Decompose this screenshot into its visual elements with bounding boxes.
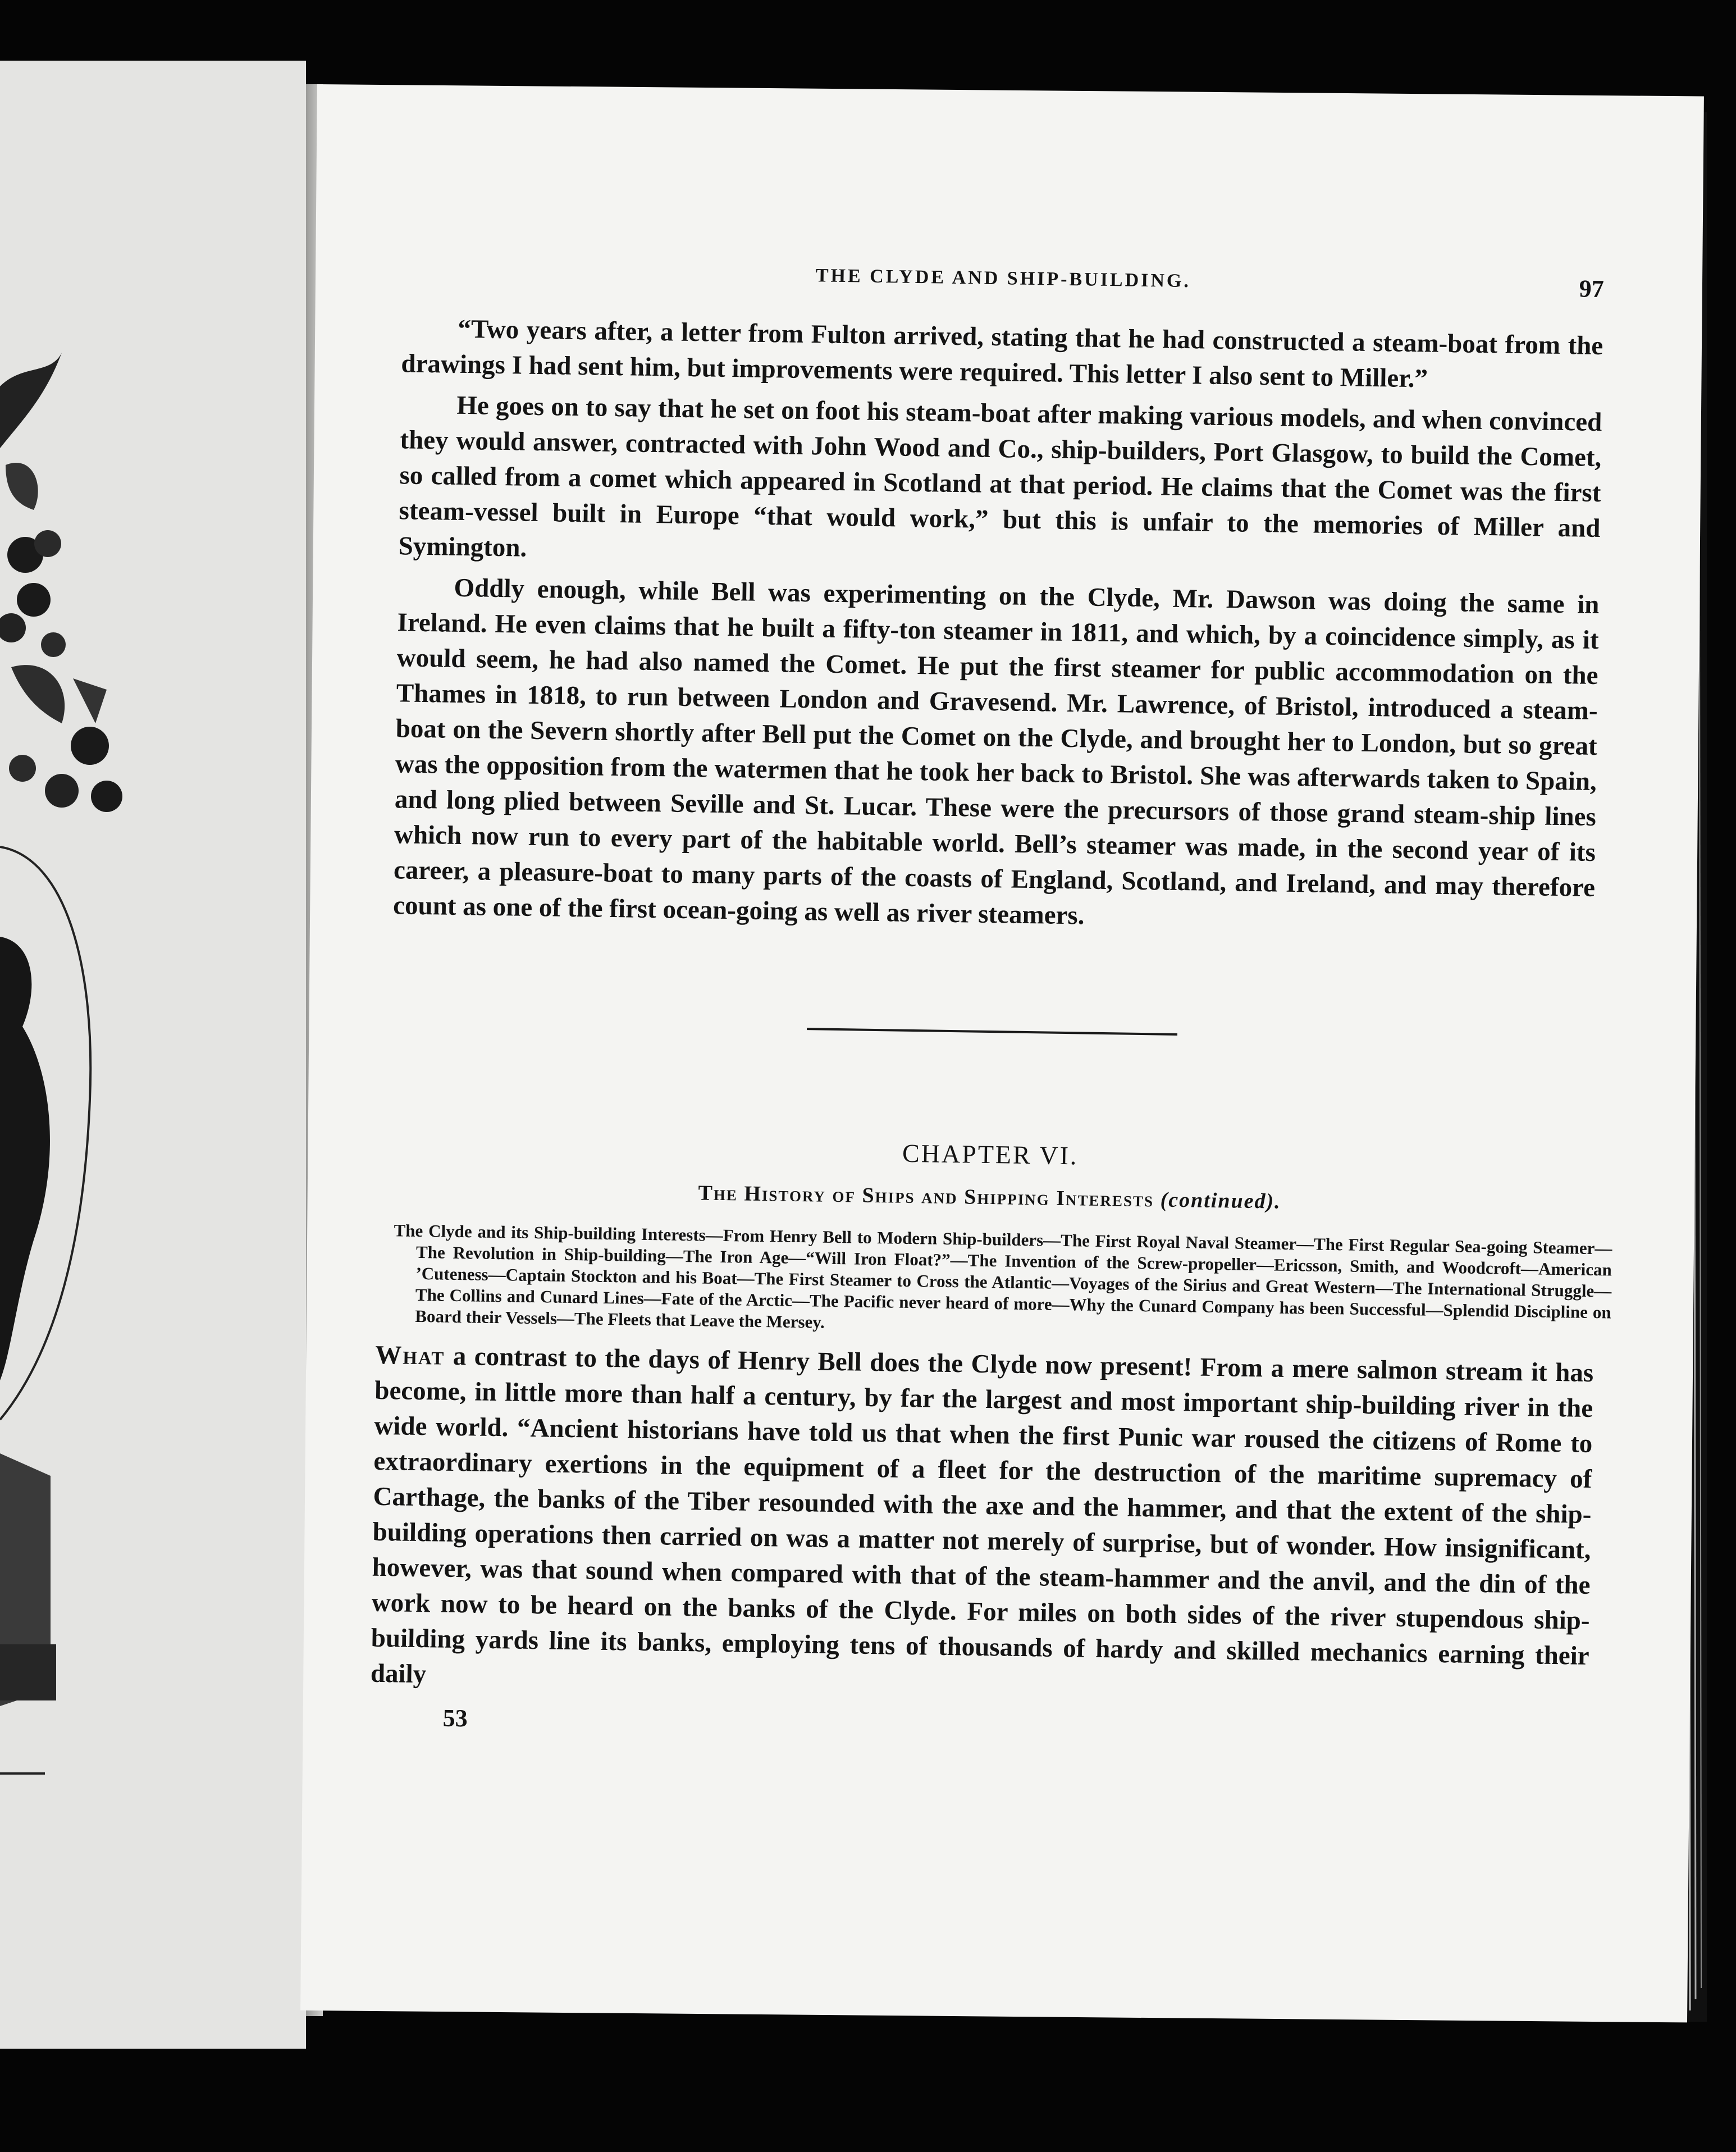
book-page-right [300, 84, 1704, 2022]
engraving-fragment [0, 61, 306, 2049]
signature-mark: 53 [442, 1704, 468, 1732]
chapter-subtitle [389, 1176, 1590, 1219]
chapter-synopsis: The Clyde and its Ship-building Interests—From Henry Bell to Modern Ship-builders—The First Royal Naval Steamer—The First Regular Sea-going Steamer—The Revolution in Ship-building—The Iron Age—“Will Iron Float?”—The Invention of the Screw-propeller—Ericsson, Smith, and Woodcroft—American ’Cuteness—Captain Stockton and his Boat—The First Steamer to Cross the Atlantic—Voyages of the Sirius and Great Western—The International Struggle—The Collins and Cunard Lines—Fate of the Arctic—The Pacific never heard of more—Why the Cunard Company has been Successful—Splendid Discipline on Board their Vessels—The Fleets that Leave the Mersey. [394, 1220, 1612, 1332]
paragraph: “Two years after, a letter from Fulton arrived, stating that he had constructed a steam-boat from the drawings I had sent him, but improvements were required. This letter I also sent to Miller.” [401, 314, 1603, 394]
paragraph: He goes on to say that he set on foot his steam-boat after making various models, and when convinced they would answer, contracted with John Wood and Co., ship-builders, Port Glasgow, to build the Comet, so called from a comet which appeared in Scotland at that period. He claims that the Comet was the first steam-vessel built in Europe “that would work,” but this is unfair to the memories of Miller and Symington. [398, 390, 1602, 563]
chapter-subtitle-text: The History of Ships and Shipping Interests [698, 1181, 1154, 1212]
lead-word: What [374, 1340, 445, 1371]
chapter-subtitle-suffix: (continued). [1160, 1188, 1281, 1214]
paragraph-text: a contrast to the days of Henry Bell does the Clyde now present! From a mere salmon stream it has become, in little more than half a century, by far the largest and most important ship-building river in the wide world. “Ancient historians have told us that when the first Punic war roused the citizens of Rome to extraordinary exertions in the equipment of a fleet for the destruction of the maritime supremacy of Carthage, the banks of the Tiber resounded with the axe and the hammer, and that the extent of the ship-building operations then carried on was a matter not merely of surprise, but of wonder. How insignificant, however, was that sound when compared with that of the steam-hammer and the anvil, and the din of the work now to be heard on the banks of the Clyde. For miles on both sides of the river stupendous ship-building yards line its banks, employing tens of thousands of hardy and skilled mechanics earning their daily [370, 1341, 1594, 1689]
paragraph [370, 1338, 1593, 1709]
paragraph: Oddly enough, while Bell was experimenting on the Clyde, Mr. Dawson was doing the same in Ireland. He even claims that he built a fifty-ton steamer in 1811, and which, by a coincidence simply, as it would seem, he had also named the Comet. He put the first steamer for public accommodation on the Thames in 1818, to run between London and Gravesend. Mr. Lawrence, of Bristol, introduced a steam-boat on the Severn shortly after Bell put the Comet on the Clyde, and brought her to London, but so great was the opposition from the watermen that he took her back to Bristol. She was afterwards taken to Spain, and long plied between Seville and St. Lucar. These were the precursors of those grand steam-ship lines which now run to every part of the habitable world. Bell’s steamer was made, in the second year of its career, a pleasure-boat to many parts of the coasts of England, Scotland, and Ireland, and may therefore count as one of the first ocean-going as well as river steamers. [392, 573, 1600, 931]
running-head [402, 259, 1604, 316]
running-head-title: THE CLYDE AND SHIP-BUILDING. [815, 265, 1191, 292]
section-one [393, 311, 1603, 941]
facing-page-left [0, 61, 306, 2049]
chapter-heading: CHAPTER VI. [902, 1138, 1079, 1170]
section-divider [807, 1028, 1177, 1036]
page-content [370, 259, 1612, 1749]
page-number: 97 [1579, 275, 1605, 303]
section-two [370, 1338, 1593, 1709]
